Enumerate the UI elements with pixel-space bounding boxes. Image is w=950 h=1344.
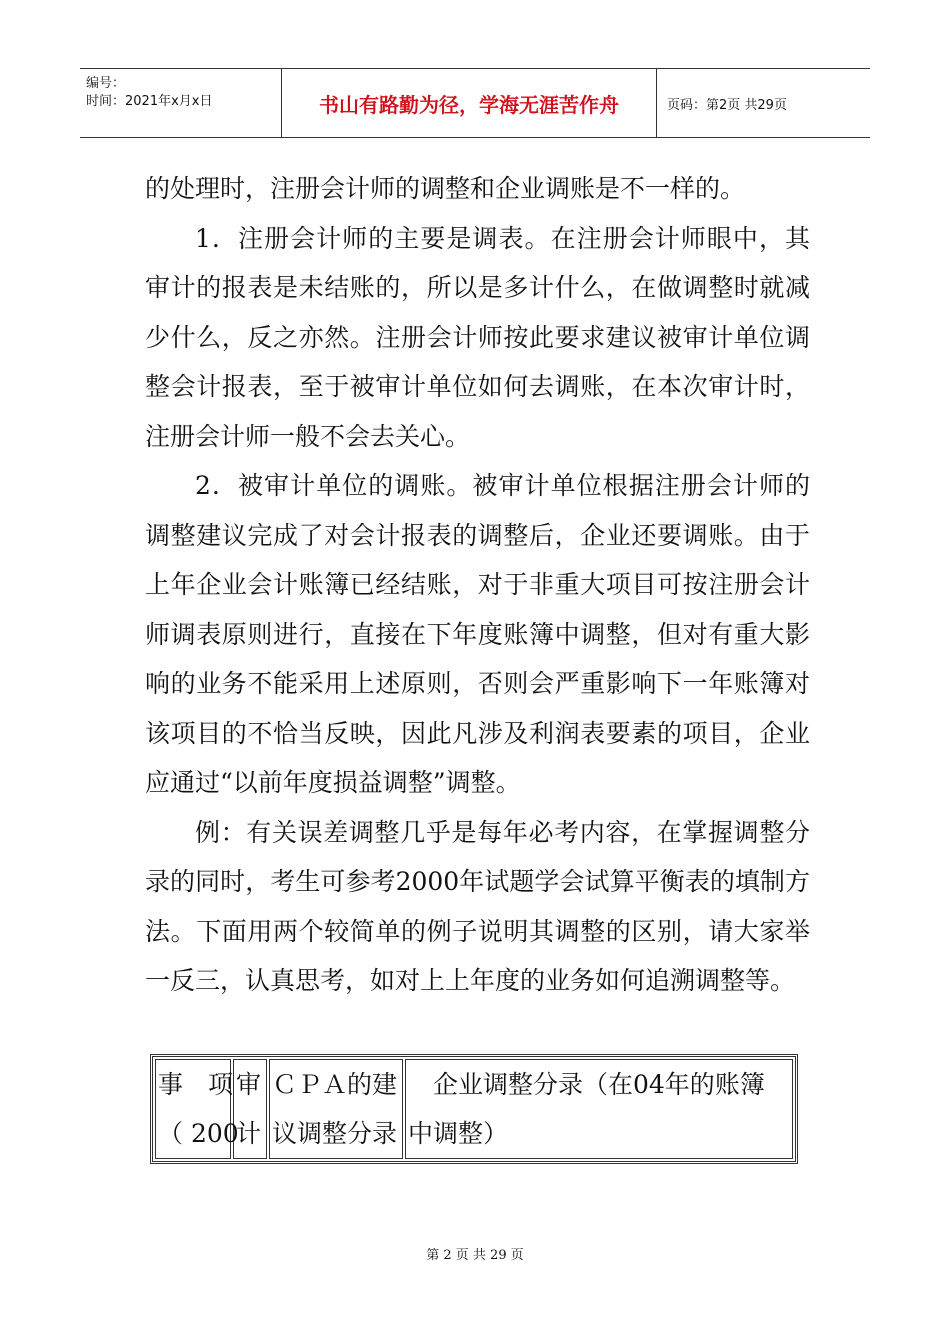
paragraph: 2．被审计单位的调账。被审计单位根据注册会计师的调整建议完成了对会计报表的调整后，企业还要调账。由于上年企业会计账簿已经结账，对于非重大项目可按注册会计师调表原则进行，直接在下年度账簿中调整，但对有重大影响的业务不能采用上述原则，否则会严重影响下一年账簿对该项目的不恰当反映，因此凡涉及利润表要素的项目，企业应通过“以前年度损益调整”调整。: [145, 471, 810, 797]
paragraph: 例：有关误差调整几乎是每年必考内容，在掌握调整分录的同时，考生可参考2000年试题学会试算平衡表的填制方法。下面用两个较简单的例子说明其调整的区别，请大家举一反三，认真思考，如对上上年度的业务如何追溯调整等。: [145, 817, 810, 995]
header-page-code: 页码：第2页 共29页: [667, 97, 787, 113]
table-cell-enterprise: [405, 1059, 793, 1159]
doc-time: 时间：2021年x月x日: [86, 94, 213, 109]
header-meta: [80, 69, 282, 137]
cell-line: 企业调整分录（在04年的账簿: [408, 1070, 765, 1099]
table-cell-audit: [233, 1059, 267, 1159]
cell-line: 计: [236, 1119, 262, 1148]
cell-line: 事 项: [158, 1070, 234, 1099]
cell-line: ＣＰＡ的建: [272, 1070, 398, 1099]
header-motto: 书山有路勤为径，学海无涯苦作舟: [282, 69, 657, 137]
paragraph: 1．注册会计师的主要是调表。在注册会计师眼中，其审计的报表是未结账的，所以是多计什么，在做调整时就减少什么，反之亦然。注册会计师按此要求建议被审计单位调整会计报表，至于被审计单位如何去调账，在本次审计时，注册会计师一般不会去关心。: [145, 223, 810, 451]
cell-line: 中调整）: [408, 1119, 509, 1148]
cell-line: （ 200: [158, 1119, 239, 1148]
cell-line: 议调整分录: [272, 1119, 398, 1148]
page-footer: 第 2 页 共 29 页: [426, 1248, 524, 1263]
table-cell-item: [155, 1059, 239, 1159]
table-cell-cpa: [269, 1059, 403, 1159]
table-row: [155, 1059, 793, 1159]
cell-line: 审: [236, 1070, 262, 1099]
paragraph: 的处理时，注册会计师的调整和企业调账是不一样的。: [145, 174, 746, 203]
page-header: [80, 68, 870, 138]
doc-number: 编号：: [86, 76, 126, 91]
adjustment-table: [150, 1054, 798, 1164]
document-body: [145, 164, 810, 1006]
